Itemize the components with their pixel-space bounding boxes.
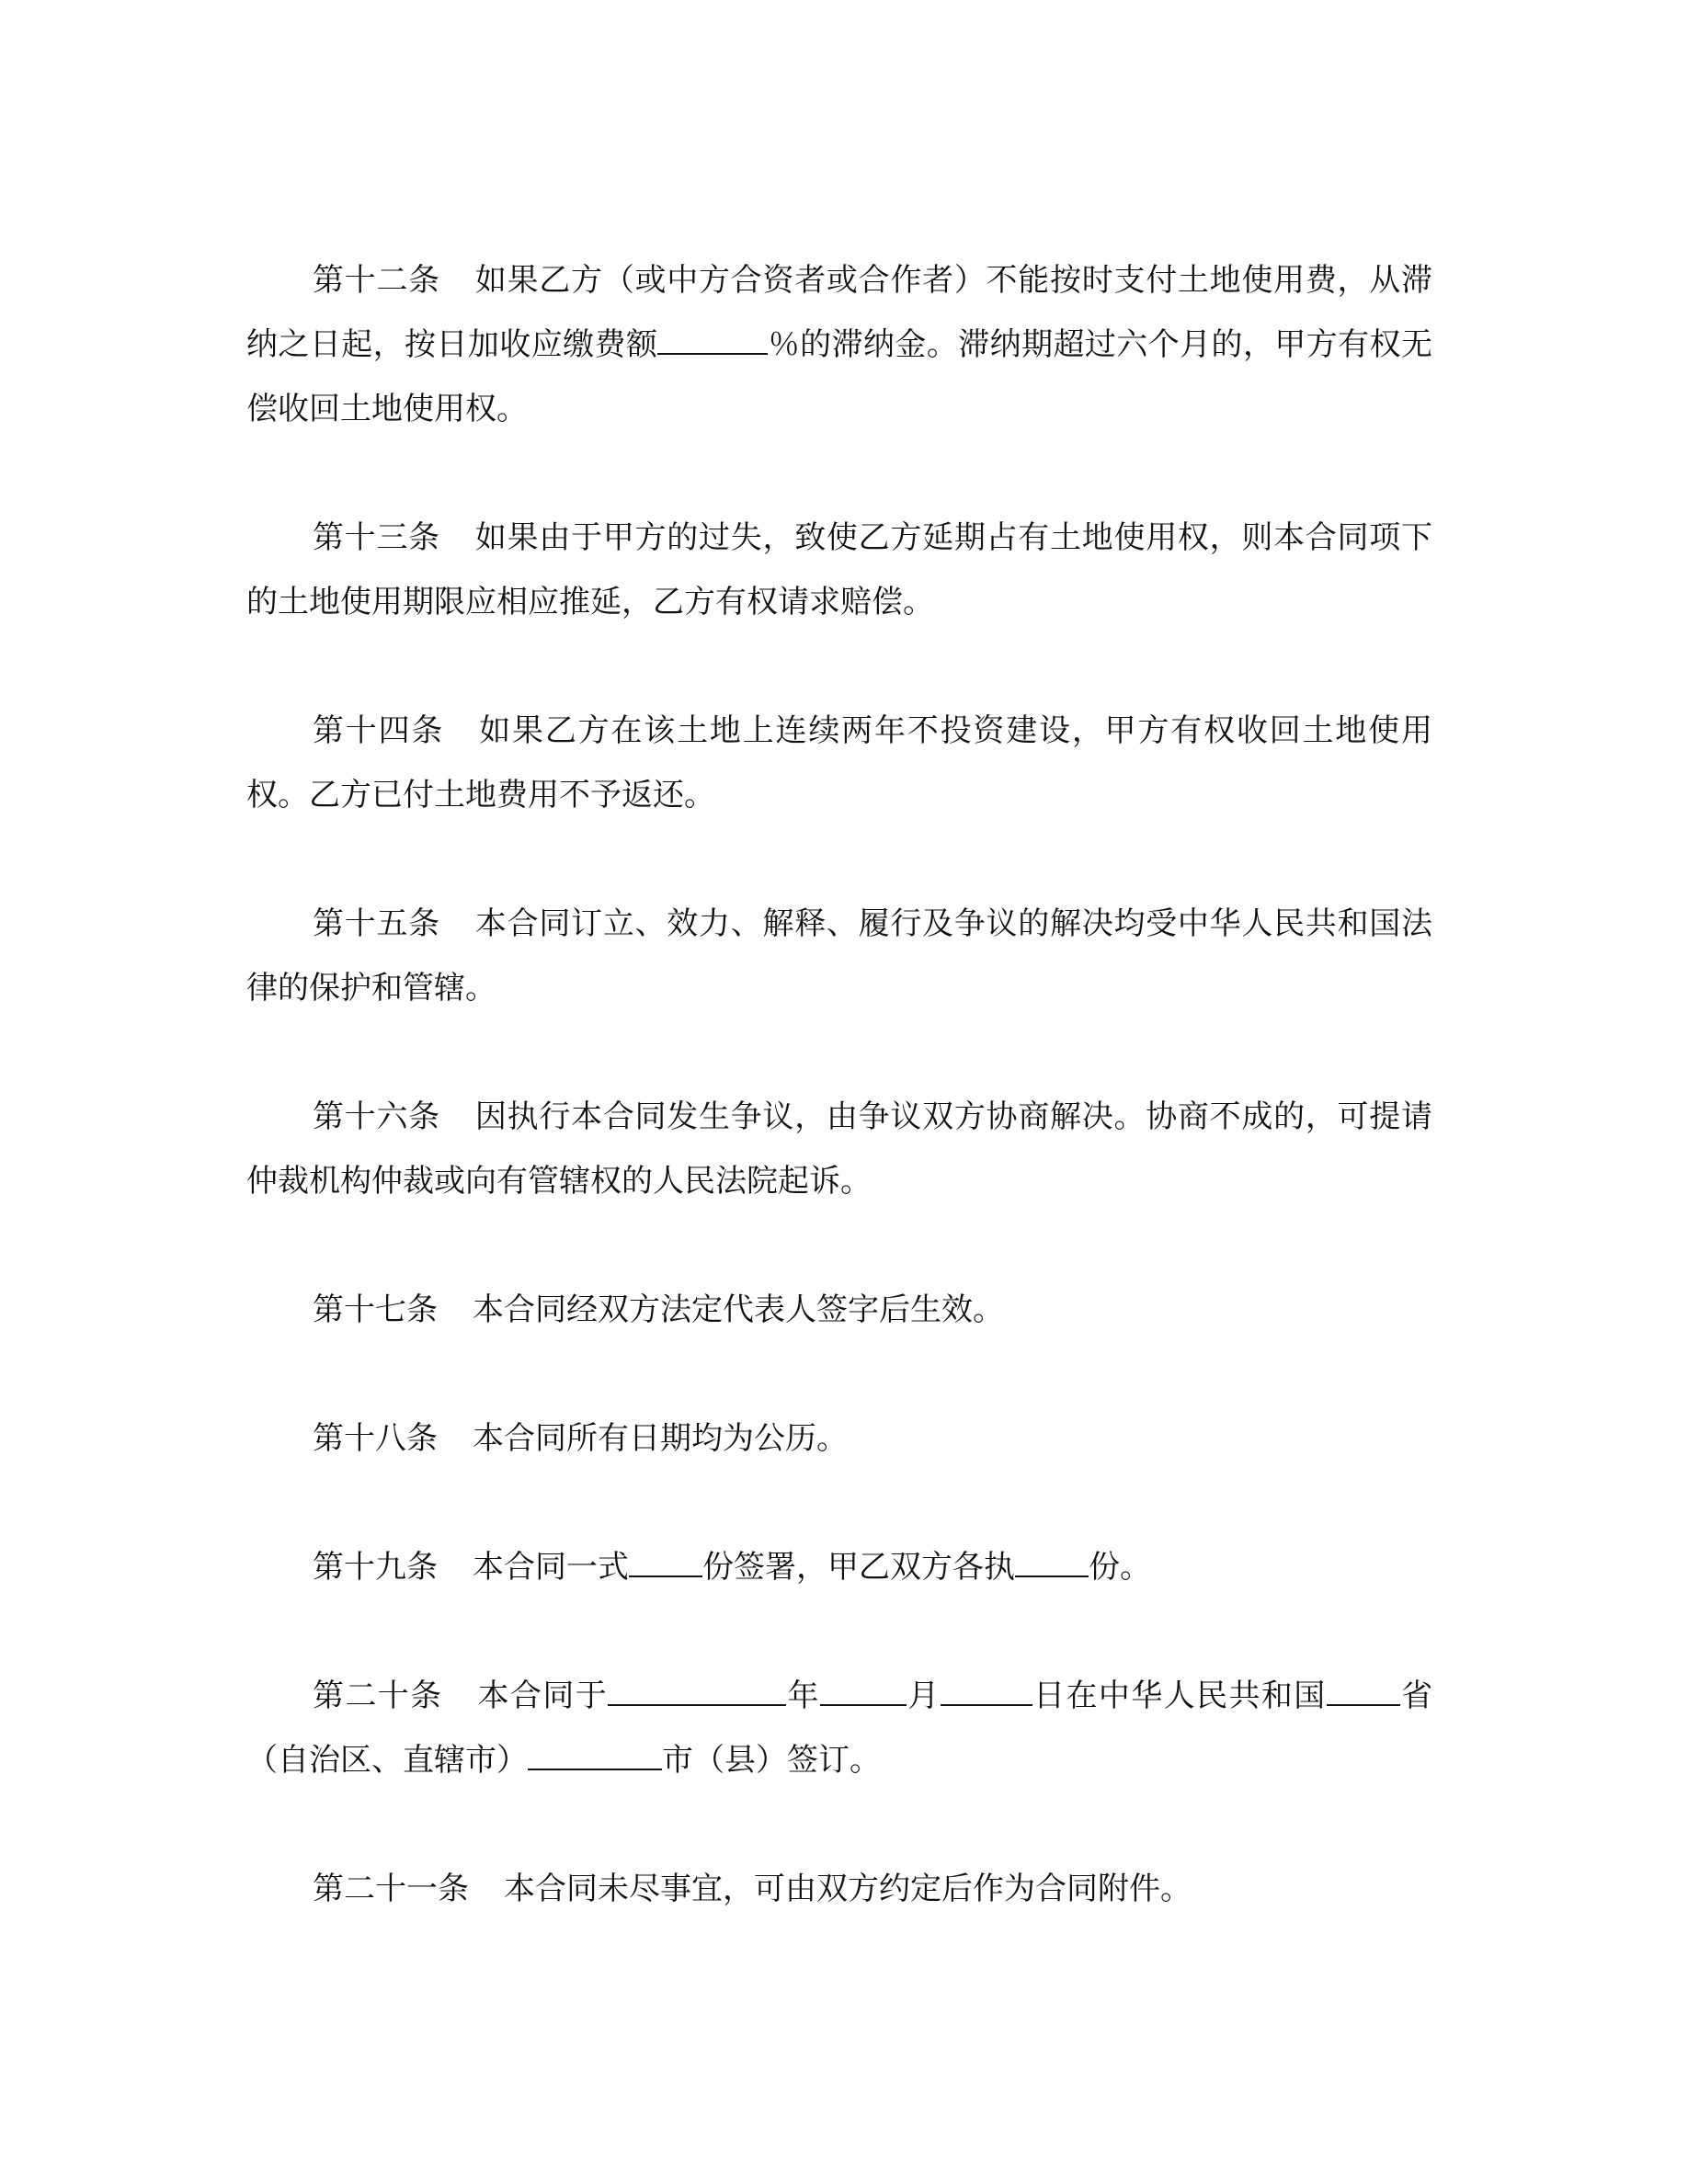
article-number: 第十八条 (313, 1420, 438, 1457)
article-text: 省（自治区、直辖市） (246, 1678, 1433, 1779)
article-21 (246, 1857, 1432, 1921)
article-text: ％的滞纳金。滞纳期超过六个月的，甲方有权无偿收回土地使用权。 (246, 326, 1433, 427)
article-number: 第十二条 (313, 262, 440, 299)
article-text: 市（县）签订。 (662, 1742, 881, 1779)
article-15 (246, 892, 1432, 1020)
article-text: 份。 (1089, 1549, 1151, 1586)
article-number: 第十六条 (313, 1098, 440, 1135)
article-text: 本合同经双方法定代表人签字后生效。 (473, 1291, 1004, 1328)
article-18 (246, 1406, 1432, 1471)
article-number: 第十四条 (313, 712, 445, 749)
article-17 (246, 1278, 1432, 1342)
fill-in-blank (629, 1550, 702, 1577)
article-text: 本合同所有日期均为公历。 (473, 1420, 848, 1457)
article-number: 第二十一条 (313, 1871, 469, 1907)
article-text: 本合同订立、效力、解释、履行及争议的解决均受中华人民共和国法律的保护和管辖。 (246, 905, 1433, 1007)
fill-in-blank (820, 1678, 907, 1706)
article-number: 第十九条 (313, 1549, 438, 1586)
article-number: 第十五条 (313, 905, 440, 942)
article-text: 如果乙方（或中方合资者或合作者）不能按时支付土地使用费，从滞纳之日起，按日加收应缴费额 (246, 262, 1433, 363)
article-text: 日在中华人民共和国 (1032, 1678, 1327, 1714)
article-19 (246, 1535, 1432, 1599)
fill-in-blank (528, 1743, 662, 1770)
fill-in-blank (657, 327, 768, 355)
article-text: 因执行本合同发生争议，由争议双方协商解决。协商不成的，可提请仲裁机构仲裁或向有管辖权的人民法院起诉。 (246, 1098, 1433, 1200)
article-number: 第十三条 (313, 519, 440, 556)
article-text: 份签署，甲乙双方各执 (702, 1549, 1015, 1586)
article-text: 年 (786, 1678, 820, 1714)
fill-in-blank (941, 1678, 1032, 1706)
article-text: 本合同一式 (473, 1549, 629, 1586)
article-text: 月 (906, 1678, 941, 1714)
article-13 (246, 506, 1432, 634)
article-14 (246, 699, 1432, 827)
fill-in-blank (1015, 1550, 1089, 1577)
article-number: 第二十条 (313, 1678, 443, 1714)
article-text: 本合同未尽事宜，可由双方约定后作为合同附件。 (504, 1871, 1192, 1907)
article-number: 第十七条 (313, 1291, 438, 1328)
article-text: 如果由于甲方的过失，致使乙方延期占有土地使用权，则本合同项下的土地使用期限应相应推延，乙方有权请求赔偿。 (246, 519, 1433, 620)
fill-in-blank (1327, 1678, 1400, 1706)
article-12 (246, 248, 1432, 441)
article-text: 本合同于 (477, 1678, 609, 1714)
article-text: 如果乙方在该土地上连续两年不投资建设，甲方有权收回土地使用权。乙方已付土地费用不予返还。 (246, 712, 1432, 813)
fill-in-blank (608, 1678, 786, 1706)
article-20 (246, 1664, 1432, 1792)
article-16 (246, 1085, 1432, 1213)
